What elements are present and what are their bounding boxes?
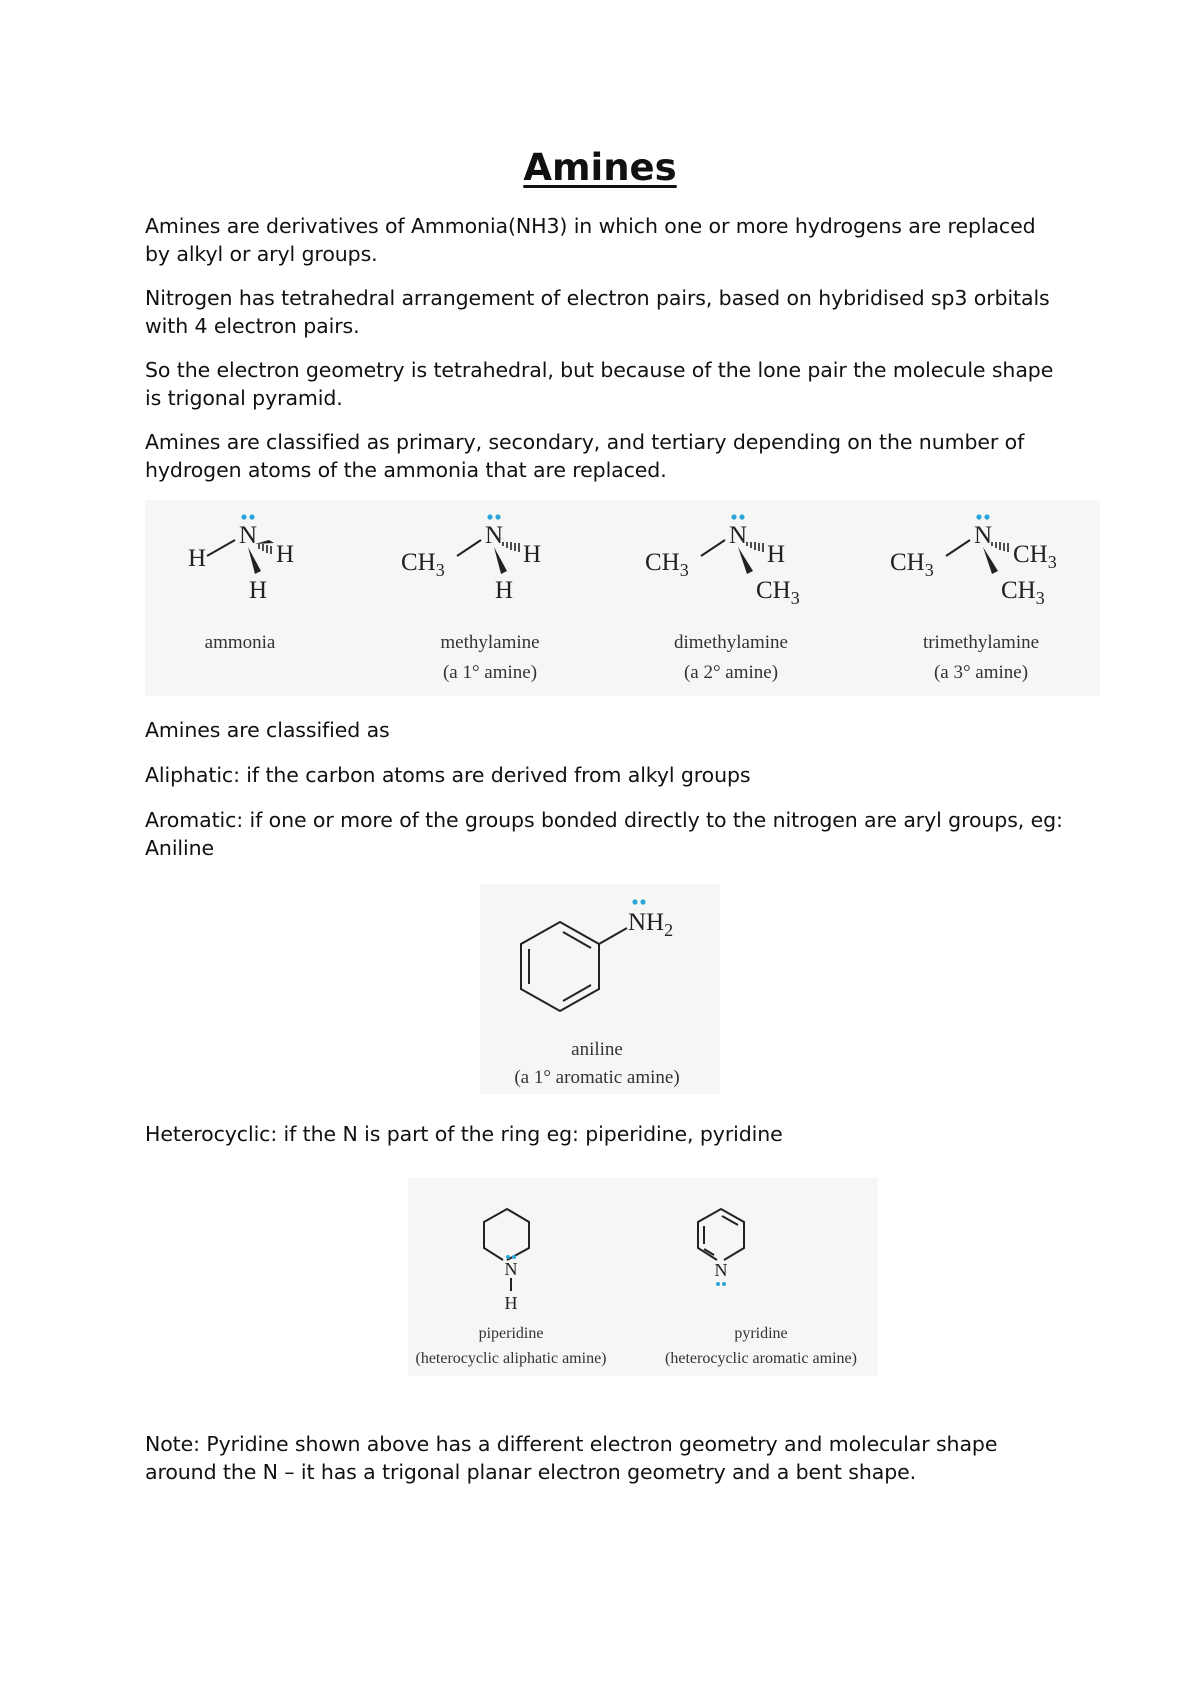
- paragraph-hybridisation: Nitrogen has tetrahedral arrangement of electron pairs, based on hybridised sp3 orbitals with 4 electron pairs.: [145, 286, 1050, 338]
- nitrogen-atom: N: [728, 522, 748, 549]
- lone-pair-dot: [640, 899, 645, 904]
- molecule-class: (a 1° amine): [442, 662, 538, 683]
- molecule-name: ammonia: [204, 632, 276, 653]
- aniline-figure: [480, 884, 720, 1094]
- hydrogen-atom: H: [276, 541, 295, 568]
- methylamine-structure: [401, 514, 541, 683]
- molecule-class: (heterocyclic aliphatic amine): [415, 1350, 607, 1367]
- methyl-group: $CH_3$: [1013, 541, 1057, 572]
- nitrogen-atom: N: [238, 522, 258, 549]
- lone-pair-dot: [495, 514, 500, 519]
- hydrogen-atom: H: [188, 545, 207, 572]
- molecule-name: piperidine: [478, 1325, 544, 1342]
- methyl-group: $CH_3$: [645, 549, 689, 580]
- paragraph-aliphatic: Aliphatic: if the carbon atoms are derived from alkyl groups: [145, 763, 751, 787]
- amino-group: $NH_2$: [628, 909, 674, 940]
- paragraph-classified-as: Amines are classified as: [145, 718, 390, 742]
- nitrogen-atom: N: [484, 522, 504, 549]
- lone-pair-dot: [241, 514, 246, 519]
- ammonia-structure: [188, 514, 294, 653]
- hydrogen-atom: H: [767, 541, 786, 568]
- paragraph-classification: Amines are classified as primary, secondary, and tertiary depending on the number of hydrogen atoms of the ammonia that are replaced.: [145, 430, 1025, 482]
- amine-classes-figure: [145, 500, 1100, 696]
- amine-classes-diagram: [145, 500, 1100, 696]
- dimethylamine-structure: [645, 514, 800, 683]
- paragraph-heterocyclic: Heterocyclic: if the N is part of the ring eg: piperidine, pyridine: [145, 1122, 783, 1146]
- hashed-bond: [992, 542, 1008, 552]
- molecule-name: trimethylamine: [922, 632, 1040, 653]
- hashed-bond: [503, 542, 519, 552]
- page-title: Amines: [523, 146, 677, 189]
- hashed-bond: [259, 544, 271, 554]
- molecule-name: aniline: [571, 1039, 623, 1060]
- lone-pair-dot: [632, 899, 637, 904]
- methyl-group: $CH_3$: [1001, 577, 1045, 608]
- pyridine-structure: [665, 1209, 857, 1367]
- molecule-class: (a 3° amine): [933, 662, 1029, 683]
- lone-pair-dot: [487, 514, 492, 519]
- paragraph-aromatic: Aromatic: if one or more of the groups bonded directly to the nitrogen are aryl groups, eg: Aniline: [145, 808, 1063, 860]
- molecule-class: (a 2° amine): [683, 662, 779, 683]
- wedge-bond: [494, 547, 507, 574]
- paragraph-geometry: So the electron geometry is tetrahedral, but because of the lone pair the molecule shape is trigonal pyramid.: [145, 358, 1054, 410]
- molecule-name: pyridine: [734, 1325, 788, 1342]
- methyl-group: $CH_3$: [890, 549, 934, 580]
- nitrogen-atom: N: [714, 1260, 728, 1280]
- lone-pair-dot: [722, 1282, 726, 1286]
- benzene-ring: [521, 922, 599, 1011]
- hydrogen-atom: H: [523, 541, 542, 568]
- methyl-group: $CH_3$: [756, 577, 800, 608]
- lone-pair-dot: [984, 514, 989, 519]
- paragraph-pyridine-note: Note: Pyridine shown above has a different electron geometry and molecular shape around the N – it has a trigonal planar electron geometry and a bent shape.: [145, 1432, 998, 1484]
- hashed-bond: [255, 540, 274, 544]
- lone-pair-dot: [739, 514, 744, 519]
- lone-pair-dot: [249, 514, 254, 519]
- lone-pair-dot: [716, 1282, 720, 1286]
- paragraph-definition: Amines are derivatives of Ammonia(NH3) in which one or more hydrogens are replaced by alkyl or aryl groups.: [145, 214, 1036, 266]
- hydrogen-atom: H: [504, 1293, 518, 1313]
- trimethylamine-structure: [890, 514, 1057, 683]
- molecule-class: (a 1° aromatic amine): [514, 1067, 680, 1088]
- aniline-diagram: [480, 884, 720, 1094]
- heterocyclic-diagram: [408, 1178, 878, 1376]
- methyl-group: $CH_3$: [401, 549, 445, 580]
- heterocyclic-figure: [408, 1178, 878, 1376]
- hydrogen-atom: H: [495, 577, 514, 604]
- wedge-bond: [738, 547, 753, 574]
- lone-pair-dot: [976, 514, 981, 519]
- molecule-class: (heterocyclic aromatic amine): [665, 1350, 857, 1367]
- lone-pair-dot: [731, 514, 736, 519]
- hydrogen-atom: H: [249, 577, 268, 604]
- wedge-bond: [983, 547, 998, 574]
- nitrogen-atom: N: [504, 1259, 518, 1279]
- molecule-name: dimethylamine: [674, 632, 788, 653]
- piperidine-structure: [415, 1209, 606, 1367]
- hashed-bond: [747, 542, 763, 552]
- wedge-bond: [248, 547, 261, 574]
- nitrogen-atom: N: [973, 522, 993, 549]
- molecule-name: methylamine: [440, 632, 540, 653]
